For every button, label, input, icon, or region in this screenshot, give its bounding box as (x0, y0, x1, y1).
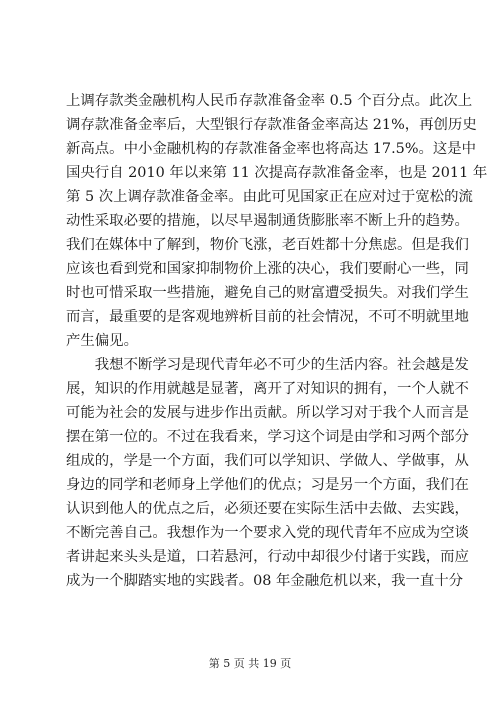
text-line: 认识到他人的优点之后，必须还要在实际生活中去做、去实践， (66, 501, 469, 517)
text-line: 身边的同学和老师身上学他们的优点；习是另一个方面，我们在 (66, 477, 469, 493)
text-line: 动性采取必要的措施，以尽早遏制通货膨胀率不断上升的趋势。 (66, 213, 469, 229)
text-line: 组成的，学是一个方面，我们可以学知识、学做人、学做事，从 (66, 453, 469, 469)
text-line: 成为一个脚踏实地的实践者。08 年金融危机以来，我一直十分 (66, 573, 464, 589)
text-line: 不断完善自己。我想作为一个要求入党的现代青年不应成为空谈 (66, 525, 469, 541)
text-line: 摆在第一位的。不过在我看来，学习这个词是由学和习两个部分 (66, 429, 469, 445)
text-line: 我想不断学习是现代青年必不可少的生活内容。社会越是发 (66, 357, 469, 373)
page-footer: 第 5 页 共 19 页 (208, 657, 292, 670)
body-text (66, 89, 488, 593)
text-line: 可能为社会的发展与进步作出贡献。所以学习对于我个人而言是 (66, 405, 469, 421)
text-line: 应该也看到党和国家抑制物价上涨的决心，我们要耐心一些，同 (66, 261, 469, 277)
text-line: 国央行自 2010 年以来第 11 次提高存款准备金率，也是 2011 年 (66, 165, 488, 181)
text-line: 产生偏见。 (66, 333, 138, 349)
text-line: 调存款准备金率后，大型银行存款准备金率高达 21%，再创历史 (66, 117, 477, 133)
text-line: 展，知识的作用就越是显著，离开了对知识的拥有，一个人就不 (66, 381, 469, 397)
text-line: 上调存款类金融机构人民币存款准备金率 0.5 个百分点。此次上 (66, 93, 473, 109)
text-line: 新高点。中小金融机构的存款准备金率也将高达 17.5%。这是中 (66, 141, 477, 157)
text-line: 时也可惜采取一些措施，避免自己的财富遭受损失。对我们学生 (66, 285, 469, 301)
text-line: 者讲起来头头是道，口若悬河，行动中却很少付诸于实践，而应 (66, 549, 469, 565)
text-line: 第 5 次上调存款准备金率。由此可见国家正在应对过于宽松的流 (66, 189, 473, 205)
text-line: 而言，最重要的是客观地辨析目前的社会情况，不可不明就里地 (66, 309, 469, 325)
text-line: 我们在媒体中了解到，物价飞涨，老百姓都十分焦虑。但是我们 (66, 237, 469, 253)
